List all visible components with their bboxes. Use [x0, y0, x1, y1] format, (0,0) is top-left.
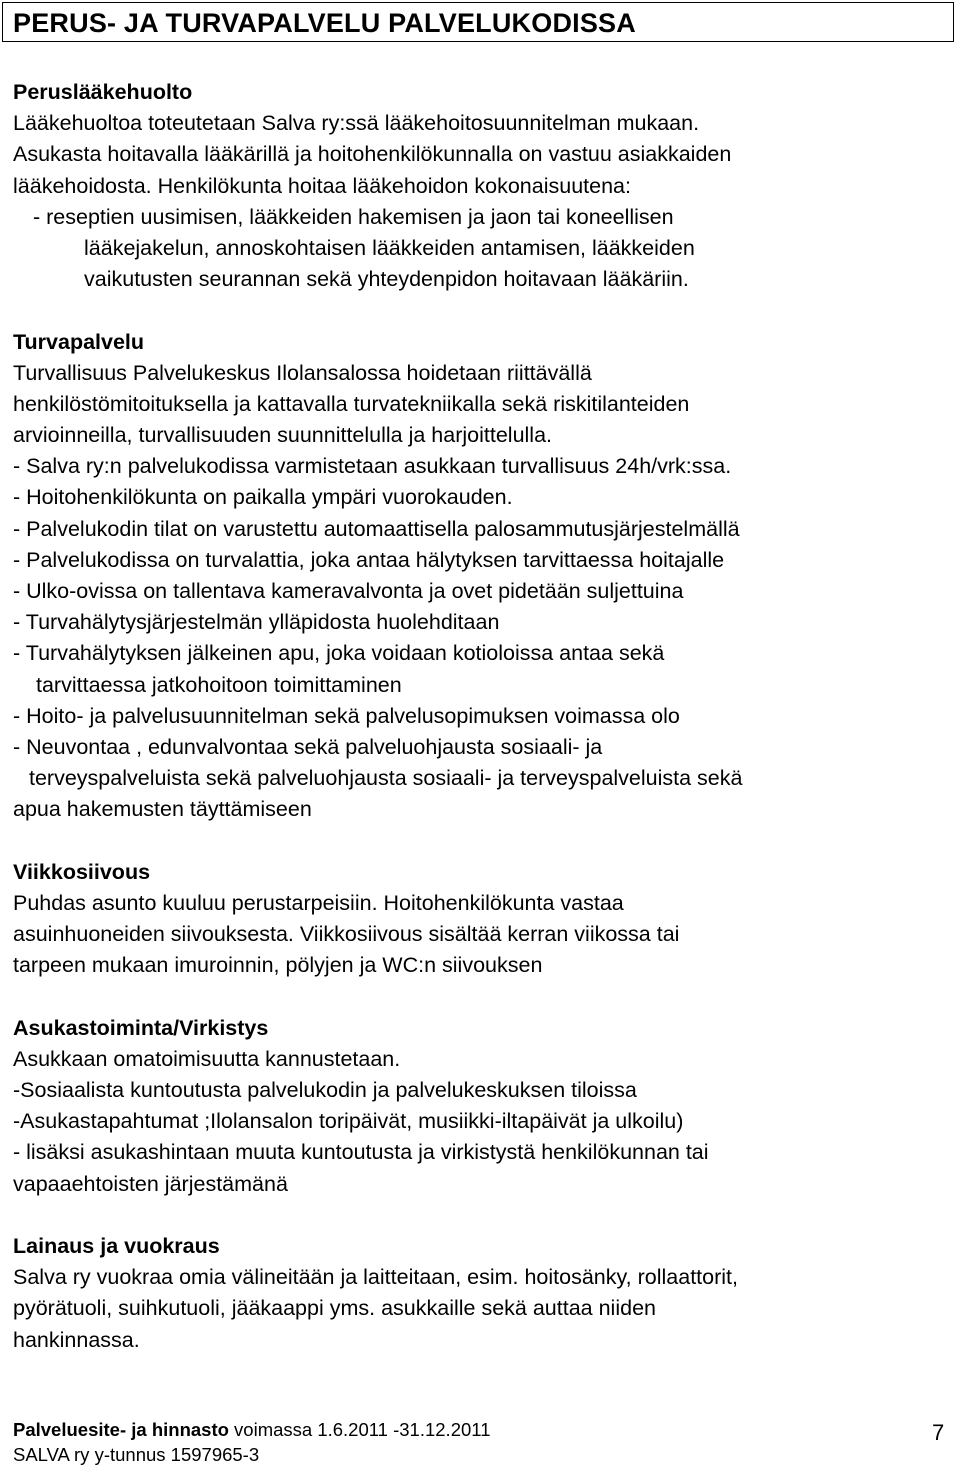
list-item-continuation: vaikutusten seurannan sekä yhteydenpidon hoitavaan lääkäriin. — [84, 267, 689, 292]
page-number: 7 — [932, 1420, 945, 1445]
section-heading-asukas: Asukastoiminta/Virkistys — [13, 1015, 269, 1040]
section-heading-turva: Turvapalvelu — [13, 329, 145, 354]
list-item-continuation: apua hakemusten täyttämiseen — [13, 797, 312, 822]
page-title: PERUS- JA TURVAPALVELU PALVELUKODISSA — [13, 8, 636, 38]
paragraph-line: tarpeen mukaan imuroinnin, pölyjen ja WC:n siivouksen — [13, 953, 543, 978]
paragraph-line: henkilöstömitoituksella ja kattavalla turvatekniikalla sekä riskitilanteiden — [13, 391, 690, 416]
document-body — [13, 77, 948, 1356]
paragraph-line: Salva ry vuokraa omia välineitään ja laitteitaan, esim. hoitosänky, rollaattorit, — [13, 1265, 738, 1290]
paragraph-line: Puhdas asunto kuuluu perustarpeisiin. Hoitohenkilökunta vastaa — [13, 890, 624, 915]
list-item: -Sosiaalista kuntoutusta palvelukodin ja palvelukeskuksen tiloissa — [13, 1078, 637, 1102]
list-item-continuation: vapaaehtoisten järjestämänä — [13, 1171, 288, 1196]
footer-publication: Palveluesite- ja hinnasto — [13, 1419, 229, 1440]
list-item: - Ulko-ovissa on tallentava kameravalvonta ja ovet pidetään suljettuina — [13, 579, 684, 603]
paragraph-line: hankinnassa. — [13, 1327, 140, 1352]
list-item: - Palvelukodin tilat on varustettu automaattisella palosammutusjärjestelmällä — [13, 516, 740, 541]
paragraph-line: Asukkaan omatoimisuutta kannustetaan. — [13, 1046, 401, 1071]
paragraph-line: asuinhuoneiden siivouksesta. Viikkosiivous sisältää kerran viikossa tai — [13, 922, 680, 947]
list-item-continuation: lääkejakelun, annoskohtaisen lääkkeiden antamisen, lääkkeiden — [84, 235, 695, 260]
list-item: -Asukastapahtumat ;Ilolansalon toripäivät, musiikki-iltapäivät ja ulkoilu) — [13, 1109, 684, 1134]
paragraph-line: pyörätuoli, suihkutuoli, jääkaappi yms. asukkaille sekä auttaa niiden — [13, 1296, 656, 1321]
paragraph-line: Asukasta hoitavalla lääkärillä ja hoitohenkilökunnalla on vastuu asiakkaiden — [13, 142, 732, 167]
footer-org: SALVA ry y-tunnus 1597965-3 — [13, 1444, 260, 1465]
page-footer — [13, 1417, 490, 1467]
list-item: - Neuvontaa , edunvalvontaa sekä palveluohjausta sosiaali- ja — [13, 734, 603, 759]
list-item: - Turvahälytyksen jälkeinen apu, joka voidaan kotioloissa antaa sekä — [13, 641, 665, 666]
list-item: - Hoito- ja palvelusuunnitelman sekä palvelusopimuksen voimassa olo — [13, 703, 680, 728]
list-item-continuation: terveyspalveluista sekä palveluohjausta sosiaali- ja terveyspalveluista sekä — [29, 766, 743, 791]
footer-validity: voimassa 1.6.2011 -31.12.2011 — [228, 1419, 491, 1440]
list-item: - lisäksi asukashintaan muuta kuntoutusta ja virkistystä henkilökunnan tai — [13, 1140, 709, 1165]
list-item: - Palvelukodissa on turvalattia, joka antaa hälytyksen tarvittaessa hoitajalle — [13, 547, 725, 572]
paragraph-line: lääkehoidosta. Henkilökunta hoitaa lääkehoidon kokonaisuutena: — [13, 173, 631, 198]
list-item: - Turvahälytysjärjestelmän ylläpidosta huolehditaan — [13, 610, 500, 635]
list-item: - Salva ry:n palvelukodissa varmistetaan asukkaan turvallisuus 24h/vrk:ssa. — [13, 454, 732, 479]
section-heading-viikko: Viikkosiivous — [13, 859, 151, 884]
paragraph-line: arvioinneilla, turvallisuuden suunnittelulla ja harjoittelulla. — [13, 423, 553, 448]
paragraph-line: Lääkehuoltoa toteutetaan Salva ry:ssä lääkehoitosuunnitelman mukaan. — [13, 111, 700, 136]
footer-publication-line — [13, 1417, 490, 1442]
list-item: - reseptien uusimisen, lääkkeiden hakemisen ja jaon tai koneellisen — [33, 204, 674, 229]
list-item: - Hoitohenkilökunta on paikalla ympäri vuorokauden. — [13, 485, 513, 510]
section-heading-lainaus: Lainaus ja vuokraus — [13, 1233, 220, 1258]
section-heading-perus: Peruslääkehuolto — [13, 80, 193, 104]
title-box — [2, 2, 954, 42]
paragraph-line: Turvallisuus Palvelukeskus Ilolansalossa hoidetaan riittävällä — [13, 360, 592, 385]
list-item-continuation: tarvittaessa jatkohoitoon toimittaminen — [36, 672, 402, 697]
